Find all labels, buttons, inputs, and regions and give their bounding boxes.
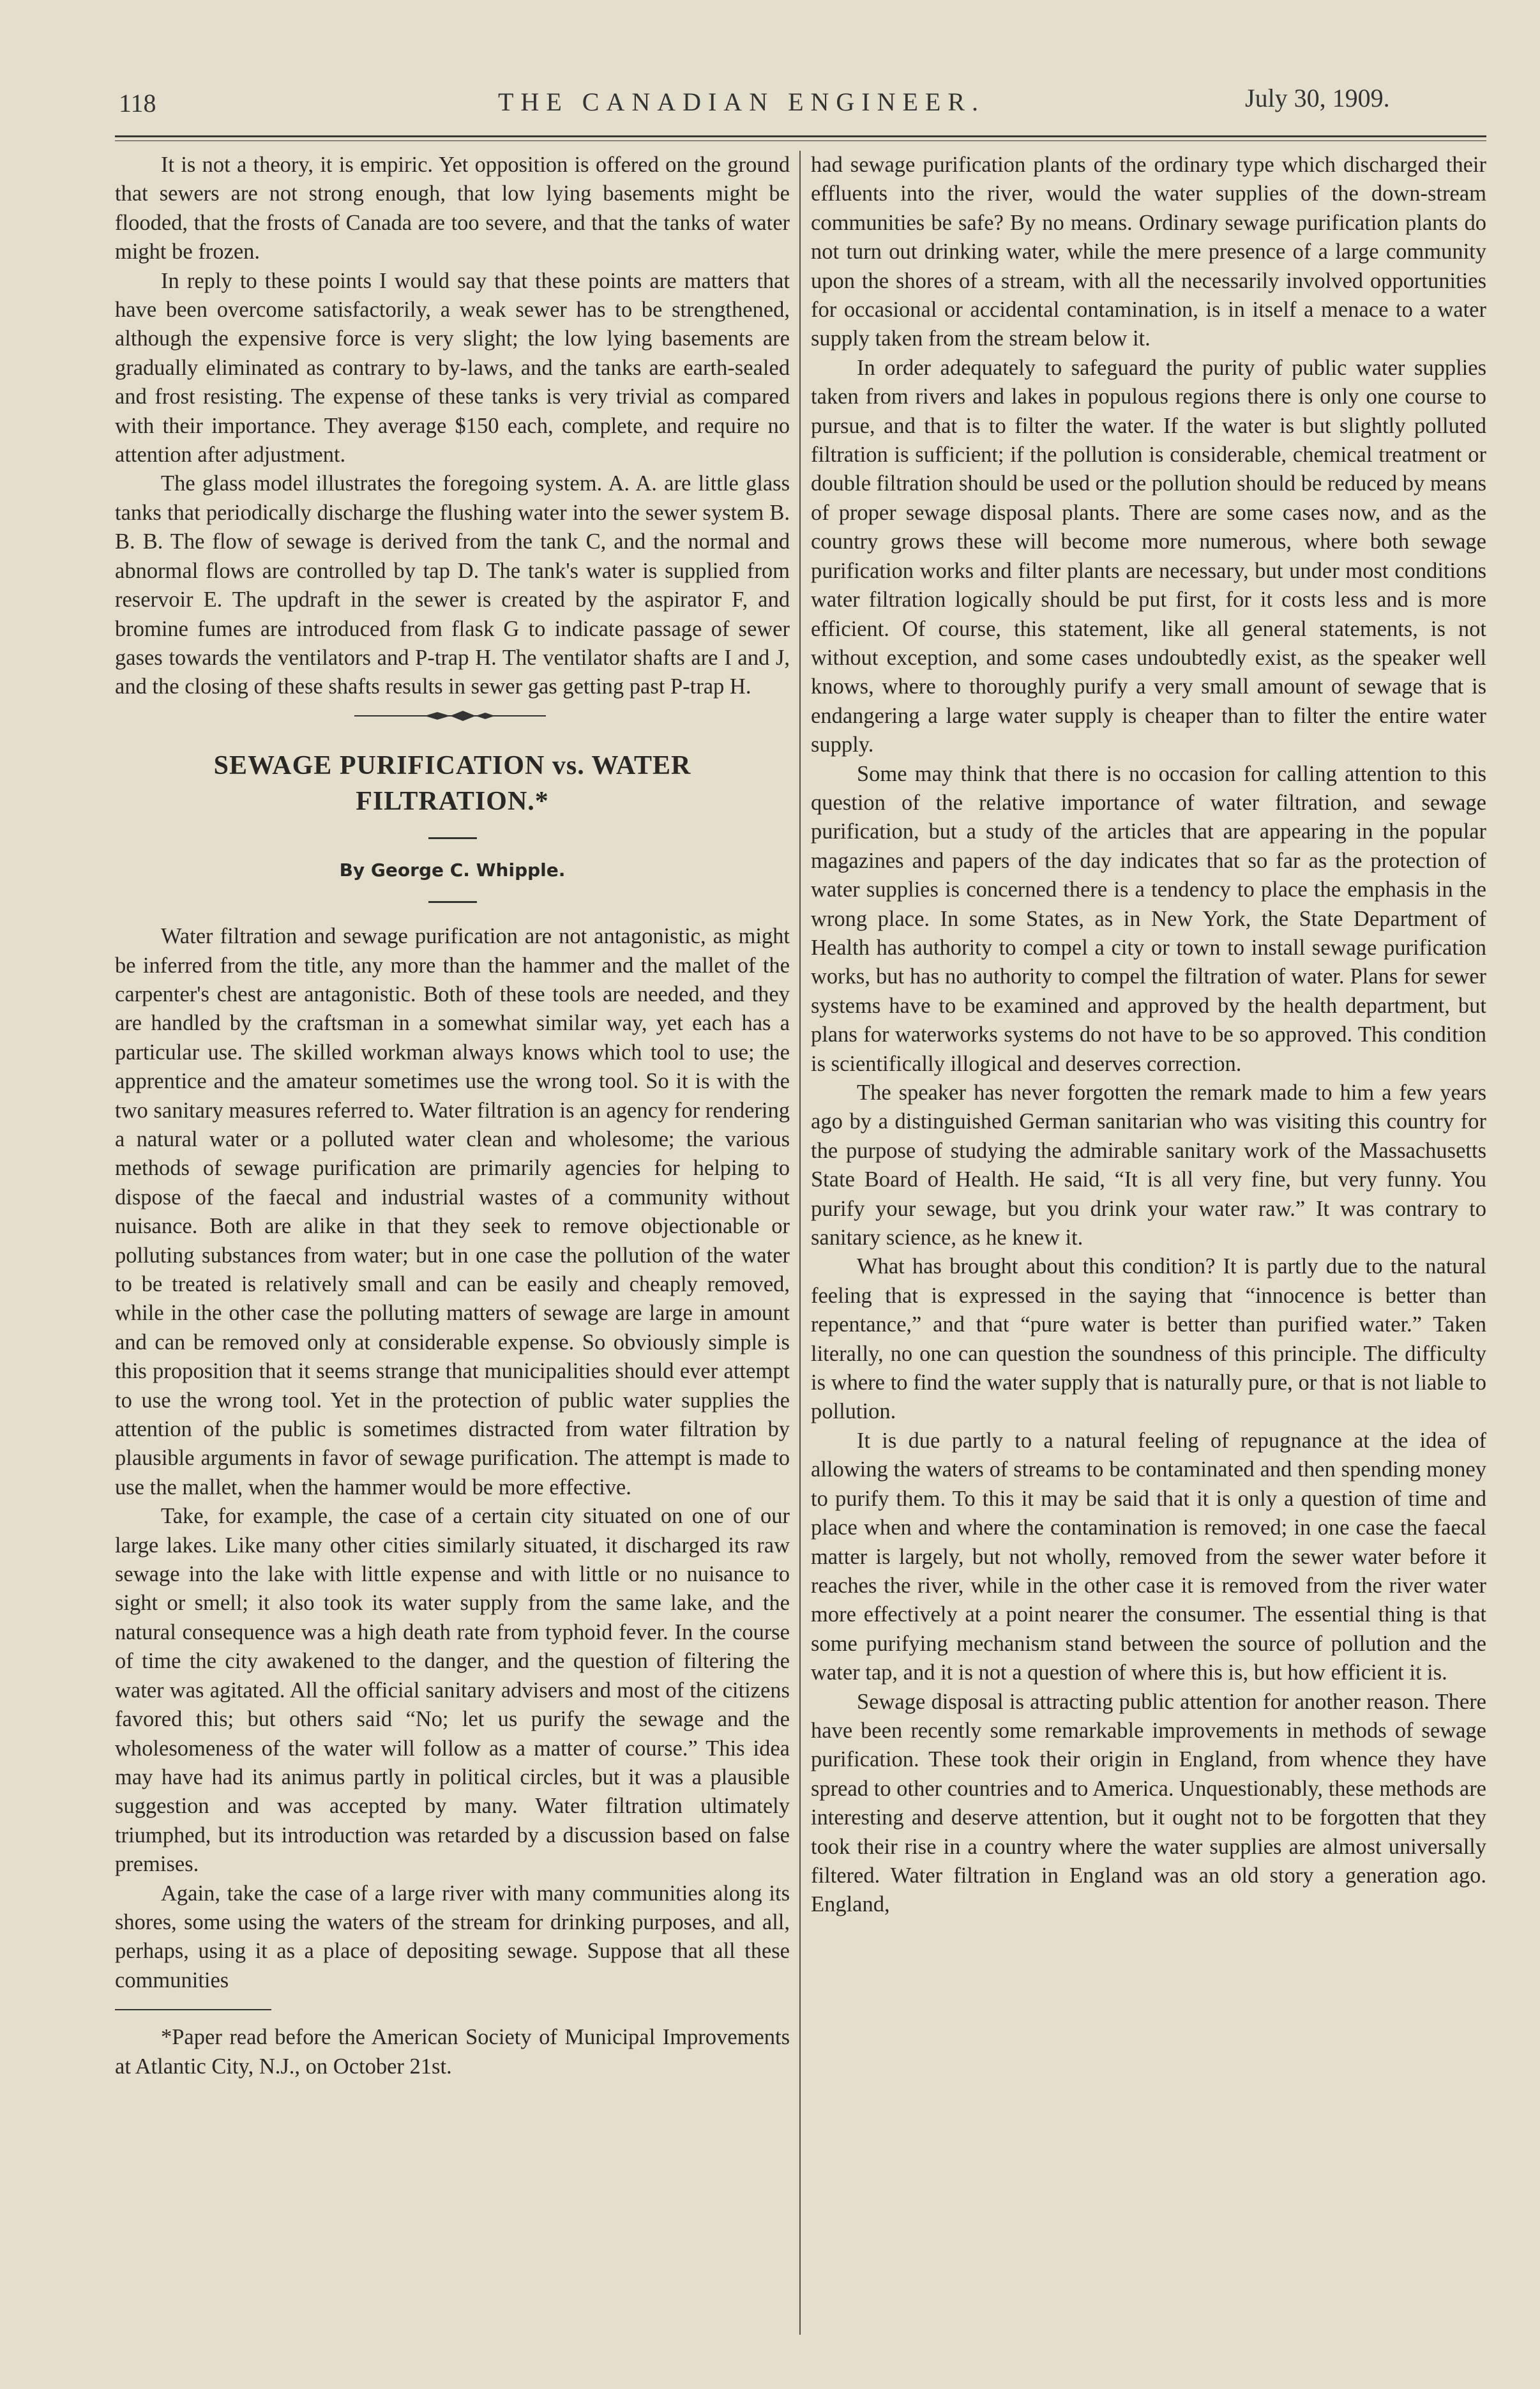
journal-title: THE CANADIAN ENGINEER.: [498, 87, 986, 116]
footnote: *Paper read before the American Society of Municipal Improvements at Atlantic City, N.J., on October 21st.: [115, 2025, 790, 2079]
paragraph: Some may think that there is no occasion for calling attention to this question of the relative importance of water filtration, and sewage purification, but a study of the articles that are appearing in the popular magazines and papers of the day indicates that so far as the protection of water supplies is concerned there is a tendency to place the emphasis in the wrong place. In some States, as in New York, the State Department of Health has authority to compel a city or town to install sewage purification works, but has no authority to compel the filtration of water. Plans for sewer systems have to be examined and approved by the health department, but plans for waterworks systems do not have to be so approved. This condition is scientifically illogical and deserves correction.: [811, 761, 1486, 1076]
page-header: [0, 75, 1540, 126]
column-divider: [799, 151, 801, 2335]
footnote-rule: [115, 2009, 271, 2010]
paragraph: In reply to these points I would say that these points are matters that have been overcome satisfactorily, a weak sewer has to be strengthened, although the expensive force is very slight; the low lying basements are gradually eliminated as contrary to by-laws, and the tanks are earth-sealed and frost resisting. The expense of these tanks is very trivial as compared with their importance. They average $150 each, complete, and require no attention after adjustment.: [115, 268, 790, 467]
left-column: [115, 151, 790, 2081]
header-rule-thin: [115, 140, 1486, 141]
paragraph: The glass model illustrates the foregoing system. A. A. are little glass tanks that periodically discharge the flushing water into the sewer system B. B. B. The flow of sewage is derived from the tank C, and the normal and abnormal flows are controlled by tap D. The tank's water is supplied from reservoir E. The updraft in the sewer is created by the aspirator F, and bromine fumes are introduced from flask G to indicate passage of sewer gases towards the ventilators and P-trap H. The ventilator shafts are I and J, and the closing of these shafts results in sewer gas getting past P-trap H.: [115, 471, 790, 699]
ornament-divider-icon: [354, 709, 546, 722]
article-byline: By George C. Whipple.: [339, 859, 566, 881]
paragraph: Water filtration and sewage purification are not antagonistic, as might be inferred from the title, any more than the hammer and the mallet of the carpenter's chest are antagonistic. Both of these tools are needed, and they are handled by the craftsman in a somewhat similar way, yet each has a particular use. The skilled workman always knows which tool to use; the apprentice and the amateur sometimes use the wrong tool. So it is with the two sanitary measures referred to. Water filtration is an agency for rendering a natural water or a polluted water clean and wholesome; the various methods of sewage purification are primarily agencies for helping to dispose of the faecal and industrial wastes of a community without nuisance. Both are alike in that they seek to remove objectionable or polluting substances from water; but in one case the pollution of the water to be treated is relatively small and can be easily and cheaply removed, while in the other case the polluting matters of sewage are large in amount and can be removed only at considerable expense. So obviously simple is this proposition that it seems strange that municipalities should ever attempt to use the wrong tool. Yet in the protection of public water supplies the attention of the public is sometimes distracted from water filtration by plausible arguments in favor of sewage purification. The attempt is made to use the mallet, when the hammer would be more effective.: [115, 924, 790, 1499]
header-rule-thick: [115, 135, 1486, 137]
paragraph: Sewage disposal is attracting public attention for another reason. There have been recently some remarkable improvements in methods of sewage purification. These took their origin in England, from whence they have spread to other countries and to America. Unquestionably, these methods are interesting and deserve attention, but it ought not to be forgotten that they took their rise in a country where the water supplies are almost universally filtered. Water filtration in England was an old story a generation ago. England,: [811, 1689, 1486, 1917]
page-number: 118: [119, 89, 156, 118]
paragraph: In order adequately to safeguard the purity of public water supplies taken from rivers and lakes in populous regions there is only one course to pursue, and that is to filter the water. If the water is but slightly polluted filtration is sufficient; if the pollution is considerable, chemical treatment or double filtration should be used or the pollution should be reduced by means of proper sewage disposal plants. There are some cases now, and as the country grows these will become more numerous, where both sewage purification works and filter plants are necessary, but under most conditions water filtration logically should be put first, for it costs less and is more efficient. Of course, this statement, like all general statements, is not without exception, and some cases undoubtedly exist, as the speaker well knows, where to thoroughly purify a very small amount of sewage that is endangering a large water supply is cheaper than to filter the entire water supply.: [811, 355, 1486, 757]
right-column: [811, 151, 1486, 1920]
paragraph: The speaker has never forgotten the remark made to him a few years ago by a distinguished German sanitarian who was visiting this country for the purpose of studying the admirable sanitary work of the Massachusetts State Board of Health. He said, “It is all very fine, but very funny. You purify your sewage, but you drink your water raw.” It was contrary to sanitary science, as he knew it.: [811, 1081, 1486, 1250]
byline-rule: [428, 901, 477, 903]
article-title: SEWAGE PURIFICATION vs. WATER FILTRATION.*: [213, 750, 691, 816]
paragraph: It is not a theory, it is empiric. Yet opposition is offered on the ground that sewers are not strong enough, that low lying basements might be flooded, that the frosts of Canada are too severe, and that the tanks of water might be frozen.: [115, 153, 790, 264]
title-rule: [428, 837, 477, 839]
paragraph: Again, take the case of a large river with many communities along its shores, some using the waters of the stream for drinking purposes, and all, perhaps, using it as a place of depositing sewage. Suppose that all these communities: [115, 1881, 790, 1992]
issue-date: July 30, 1909.: [1245, 84, 1390, 112]
paragraph: It is due partly to a natural feeling of repugnance at the idea of allowing the waters of streams to be contaminated and then spending money to purify them. To this it may be said that it is only a question of time and place when and where the contamination is removed; in one case the faecal matter is largely, but not wholly, removed from the sewer water before it reaches the river, while in the other case it is removed from the river water more effectively at a point nearer the consumer. The essential thing is that some purifying mechanism stand between the source of pollution and the water tap, and it is not a question of where this is, but how efficient it is.: [811, 1428, 1486, 1685]
paragraph: had sewage purification plants of the ordinary type which discharged their effluents into the river, would the water supplies of the down-stream communities be safe? By no means. Ordinary sewage purification plants do not turn out drinking water, while the mere presence of a large community upon the shores of a stream, with all the necessarily involved opportunities for occasional or accidental contamination, is in itself a menace to a water supply taken from the stream below it.: [811, 153, 1486, 351]
paragraph: Take, for example, the case of a certain city situated on one of our large lakes. Like many other cities similarly situated, it discharged its raw sewage into the lake with little expense and with little or no nuisance to sight or smell; it also took its water supply from the same lake, and the natural consequence was a high death rate from typhoid fever. In the course of time the city awakened to the danger, and the question of filtering the water was agitated. All the official sanitary advisers and most of the citizens favored this; but others said “No; let us purify the sewage and the wholesomeness of the water will follow as a matter of course.” This idea may have had its animus partly in political circles, but it was a plausible suggestion and was accepted by many. Water filtration ultimately triumphed, but its introduction was retarded by a discussion based on false premises.: [115, 1504, 790, 1877]
section-ornament: [115, 702, 790, 727]
paragraph: What has brought about this condition? It is partly due to the natural feeling that is expressed in the saying that “innocence is better than repentance,” and that “pure water is better than purified water.” Taken literally, no one can question the soundness of this principle. The difficulty is where to find the water supply that is naturally pure, or that is not liable to pollution.: [811, 1254, 1486, 1424]
